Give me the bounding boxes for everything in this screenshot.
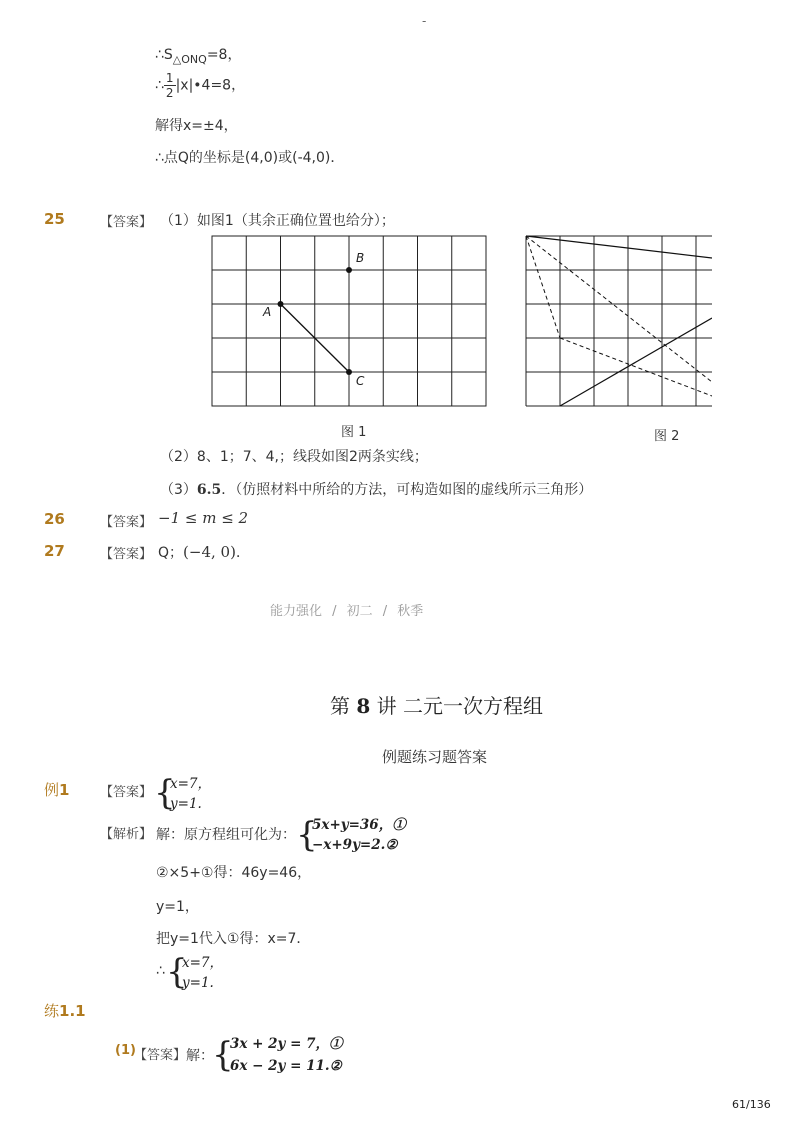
top-line-1: $\therefore S_{\triangle ONQ}=8$， <box>155 47 242 66</box>
ex1-answer-line-2: y=1. <box>170 796 202 812</box>
q25-part1: （1）如图1（其余正确位置也给分）； <box>160 213 395 229</box>
example-1-label: 例1 <box>44 781 70 799</box>
ex1-conclusion-line-2: y=1. <box>182 975 214 991</box>
footer-tag: 能力强化 / 初二 / 秋季 <box>270 604 424 619</box>
header-mark: - <box>422 14 427 28</box>
answer-tag: 【答案】 <box>100 547 153 562</box>
practice-system-line-1: 3x + 2y = 7，① <box>230 1036 343 1052</box>
ex1-step-3: 把y=1代入①得：x=7． <box>156 931 311 947</box>
question-number-25: 25 <box>44 210 65 228</box>
analysis-tag: 【解析】 <box>100 827 153 842</box>
practice-system-line-2: 6x − 2y = 11.② <box>230 1058 342 1074</box>
ex1-step-1: ②×5+①得：46y=46， <box>156 865 312 881</box>
question-number-26: 26 <box>44 510 65 528</box>
point-c-label: C <box>356 374 365 388</box>
left-brace: { <box>296 815 318 855</box>
left-brace: { <box>154 773 176 813</box>
left-brace: { <box>212 1035 234 1075</box>
figure-2-caption: 图 2 <box>654 429 680 444</box>
q26-answer: −1 ≤ m ≤ 2 <box>158 509 249 527</box>
ex1-system-line-2: −x+9y=2.② <box>312 837 398 853</box>
figure-1-grid <box>210 234 490 410</box>
practice-label: 练1.1 <box>44 1002 86 1020</box>
top-line-4: ∴点Q的坐标是(4,0)或(-4,0)． <box>155 150 345 166</box>
ex1-answer-line-1: x=7， <box>170 776 212 792</box>
practice-intro: 解： <box>186 1048 214 1064</box>
ex1-system-line-1: 5x+y=36，① <box>312 817 406 833</box>
point-c-dot <box>346 369 352 375</box>
q25-part3: （3）6.5．（仿照材料中所给的方法，可构造如图的虚线所示三角形） <box>160 482 593 498</box>
question-number-27: 27 <box>44 542 65 560</box>
section-title: 例题练习题答案 <box>382 748 488 766</box>
q25-part2: （2）8、1；7、4,；线段如图2两条实线； <box>160 449 428 465</box>
answer-tag: 【答案】 <box>100 785 153 800</box>
figure-2-grid <box>524 234 712 410</box>
ex1-conclusion-line-1: x=7， <box>182 955 224 971</box>
figure-1-caption: 图 1 <box>341 425 367 440</box>
ex1-analysis-intro: 解：原方程组可化为： <box>156 827 296 843</box>
answer-tag: 【答案】 <box>100 215 153 230</box>
point-a-dot <box>278 301 284 307</box>
top-line-3: 解得x=±4， <box>155 118 238 134</box>
lecture-title: 第 8 讲 二元一次方程组 <box>330 694 543 718</box>
answer-tag: 【答案】 <box>100 515 153 530</box>
solid-line-2 <box>560 318 712 406</box>
ex1-conclusion-prefix: ∴ <box>156 963 165 979</box>
answer-tag: 【答案】 <box>134 1048 187 1063</box>
ex1-step-2: y=1， <box>156 899 199 915</box>
point-a-label: A <box>263 305 272 319</box>
left-brace: { <box>166 952 188 992</box>
point-b-label: B <box>356 251 365 265</box>
q27-answer: Q；(−4, 0)． <box>158 543 250 561</box>
point-b-dot <box>346 267 352 273</box>
page-number: 61/136 <box>732 1098 771 1111</box>
fraction: $\frac{1}{2}$ <box>165 71 174 100</box>
top-line-2: ∴ $\frac{1}{2}$ |x|•4=8， <box>155 71 246 100</box>
solid-line-1 <box>526 236 712 258</box>
practice-item-label: (1) <box>115 1043 136 1058</box>
